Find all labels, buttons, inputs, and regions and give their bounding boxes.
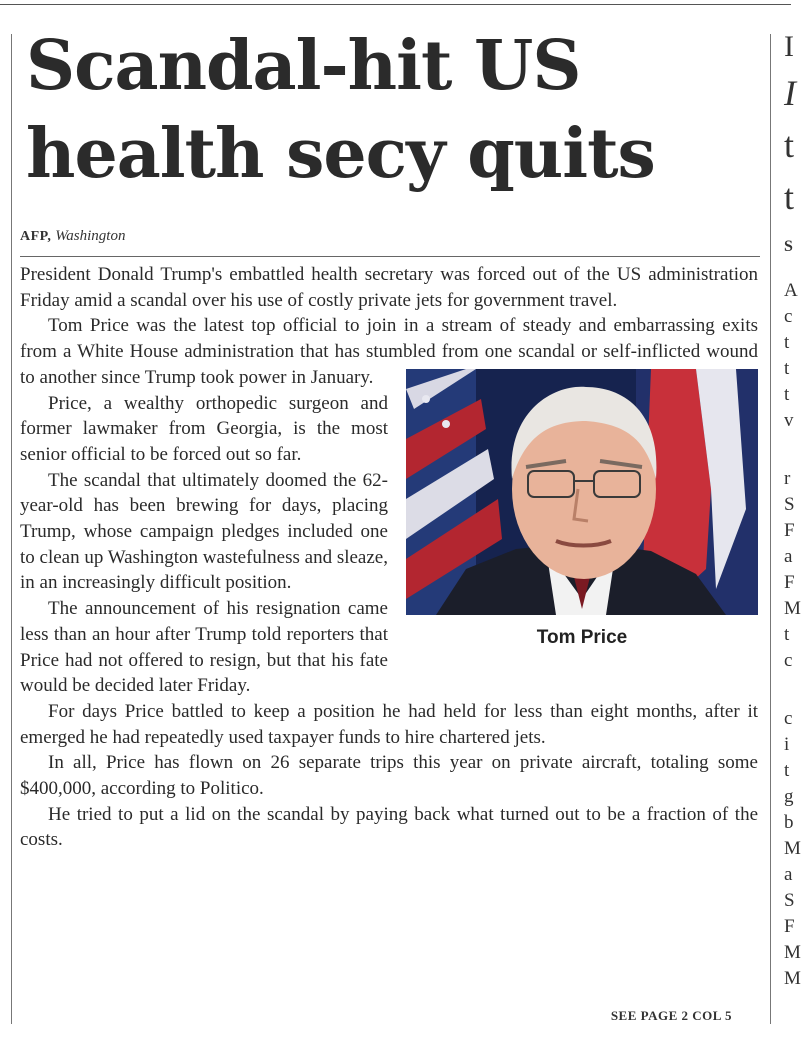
adjacent-fragment: F: [784, 916, 795, 937]
byline-agency: AFP,: [20, 229, 52, 244]
photo-caption: Tom Price: [536, 626, 628, 648]
adjacent-fragment: t: [784, 177, 795, 217]
adjacent-fragment: a: [784, 864, 793, 885]
adjacent-fragment: c: [784, 306, 793, 327]
adjacent-fragment: t: [784, 760, 790, 781]
adjacent-fragment: b: [784, 812, 794, 833]
adjacent-fragment: t: [784, 332, 790, 353]
adjacent-fragment: S: [784, 890, 795, 911]
paragraph: He tried to put a lid on the scandal by paying back what turned out to be a fraction of the costs.: [20, 803, 758, 851]
adjacent-fragment: S: [784, 238, 793, 255]
paragraph: In all, Price has flown on 26 separate trips this year on private aircraft, totaling some $400,000, according to Politico.: [20, 752, 758, 800]
adjacent-fragment: S: [784, 494, 795, 515]
adjacent-fragment: M: [784, 968, 801, 989]
portrait-photo: [406, 369, 758, 615]
headline: Scandal-hit US health secy quits: [26, 26, 655, 194]
adjacent-fragment: c: [784, 650, 793, 671]
adjacent-fragment: a: [784, 546, 793, 567]
continuation-line: SEE PAGE 2 COL 5: [610, 1008, 732, 1023]
adjacent-fragment: F: [784, 572, 795, 593]
adjacent-fragment: t: [784, 125, 795, 165]
paragraph: The announcement of his resignation came less than an hour after Trump told reporters that Price had not offered to resign, but that his fate would be decided later Friday.: [20, 598, 388, 697]
adjacent-fragment: t: [784, 624, 790, 645]
adjacent-fragment: F: [784, 520, 795, 541]
adjacent-fragment: i: [784, 734, 790, 755]
adjacent-fragment: t: [784, 358, 790, 379]
article-body: [20, 262, 758, 853]
left-column-rule: [11, 34, 12, 1024]
portrait-image: [406, 369, 758, 615]
paragraph: Tom Price was the latest top official to join in a stream of steady and embarrassing exits from a White House administration that has stumbled from one scandal or self-inflicted wound to another since Trump took power in January.: [20, 315, 758, 388]
adjacent-fragment: g: [784, 786, 794, 807]
byline-city: Washington: [55, 228, 126, 244]
paragraph: President Donald Trump's embattled health secretary was forced out of the US administration Friday amid a scandal over his use of costly private jets for government travel.: [20, 264, 758, 311]
adjacent-fragment: t: [784, 384, 790, 405]
adjacent-fragment: I: [784, 73, 796, 113]
photo-figure: [406, 369, 758, 661]
adjacent-fragment: r: [784, 468, 791, 489]
adjacent-fragment: M: [784, 838, 801, 859]
adjacent-fragment: c: [784, 708, 793, 729]
paragraph: For days Price battled to keep a position he had held for less than eight months, after it emerged he had repeatedly used taxpayer funds to hire chartered jets.: [20, 700, 758, 748]
adjacent-fragment: M: [784, 942, 801, 963]
byline-rule: [20, 256, 760, 257]
adjacent-fragment: A: [784, 280, 798, 301]
adjacent-fragment: I: [784, 30, 794, 63]
top-rule: [0, 4, 791, 5]
byline: [20, 228, 125, 245]
paragraph: The scandal that ultimately doomed the 62-year-old has been brewing for days, placing Trump, whose campaign pledges included one to clean up Washington wastefulness and sleaze, in an increasingly difficult position.: [20, 469, 388, 594]
adjacent-fragment: v: [784, 410, 794, 431]
adjacent-fragment: M: [784, 598, 801, 619]
paragraph: Price, a wealthy orthopedic surgeon and former lawmaker from Georgia, is the most senior official to be forced out so far.: [20, 392, 388, 465]
right-column-rule: [770, 34, 771, 1024]
